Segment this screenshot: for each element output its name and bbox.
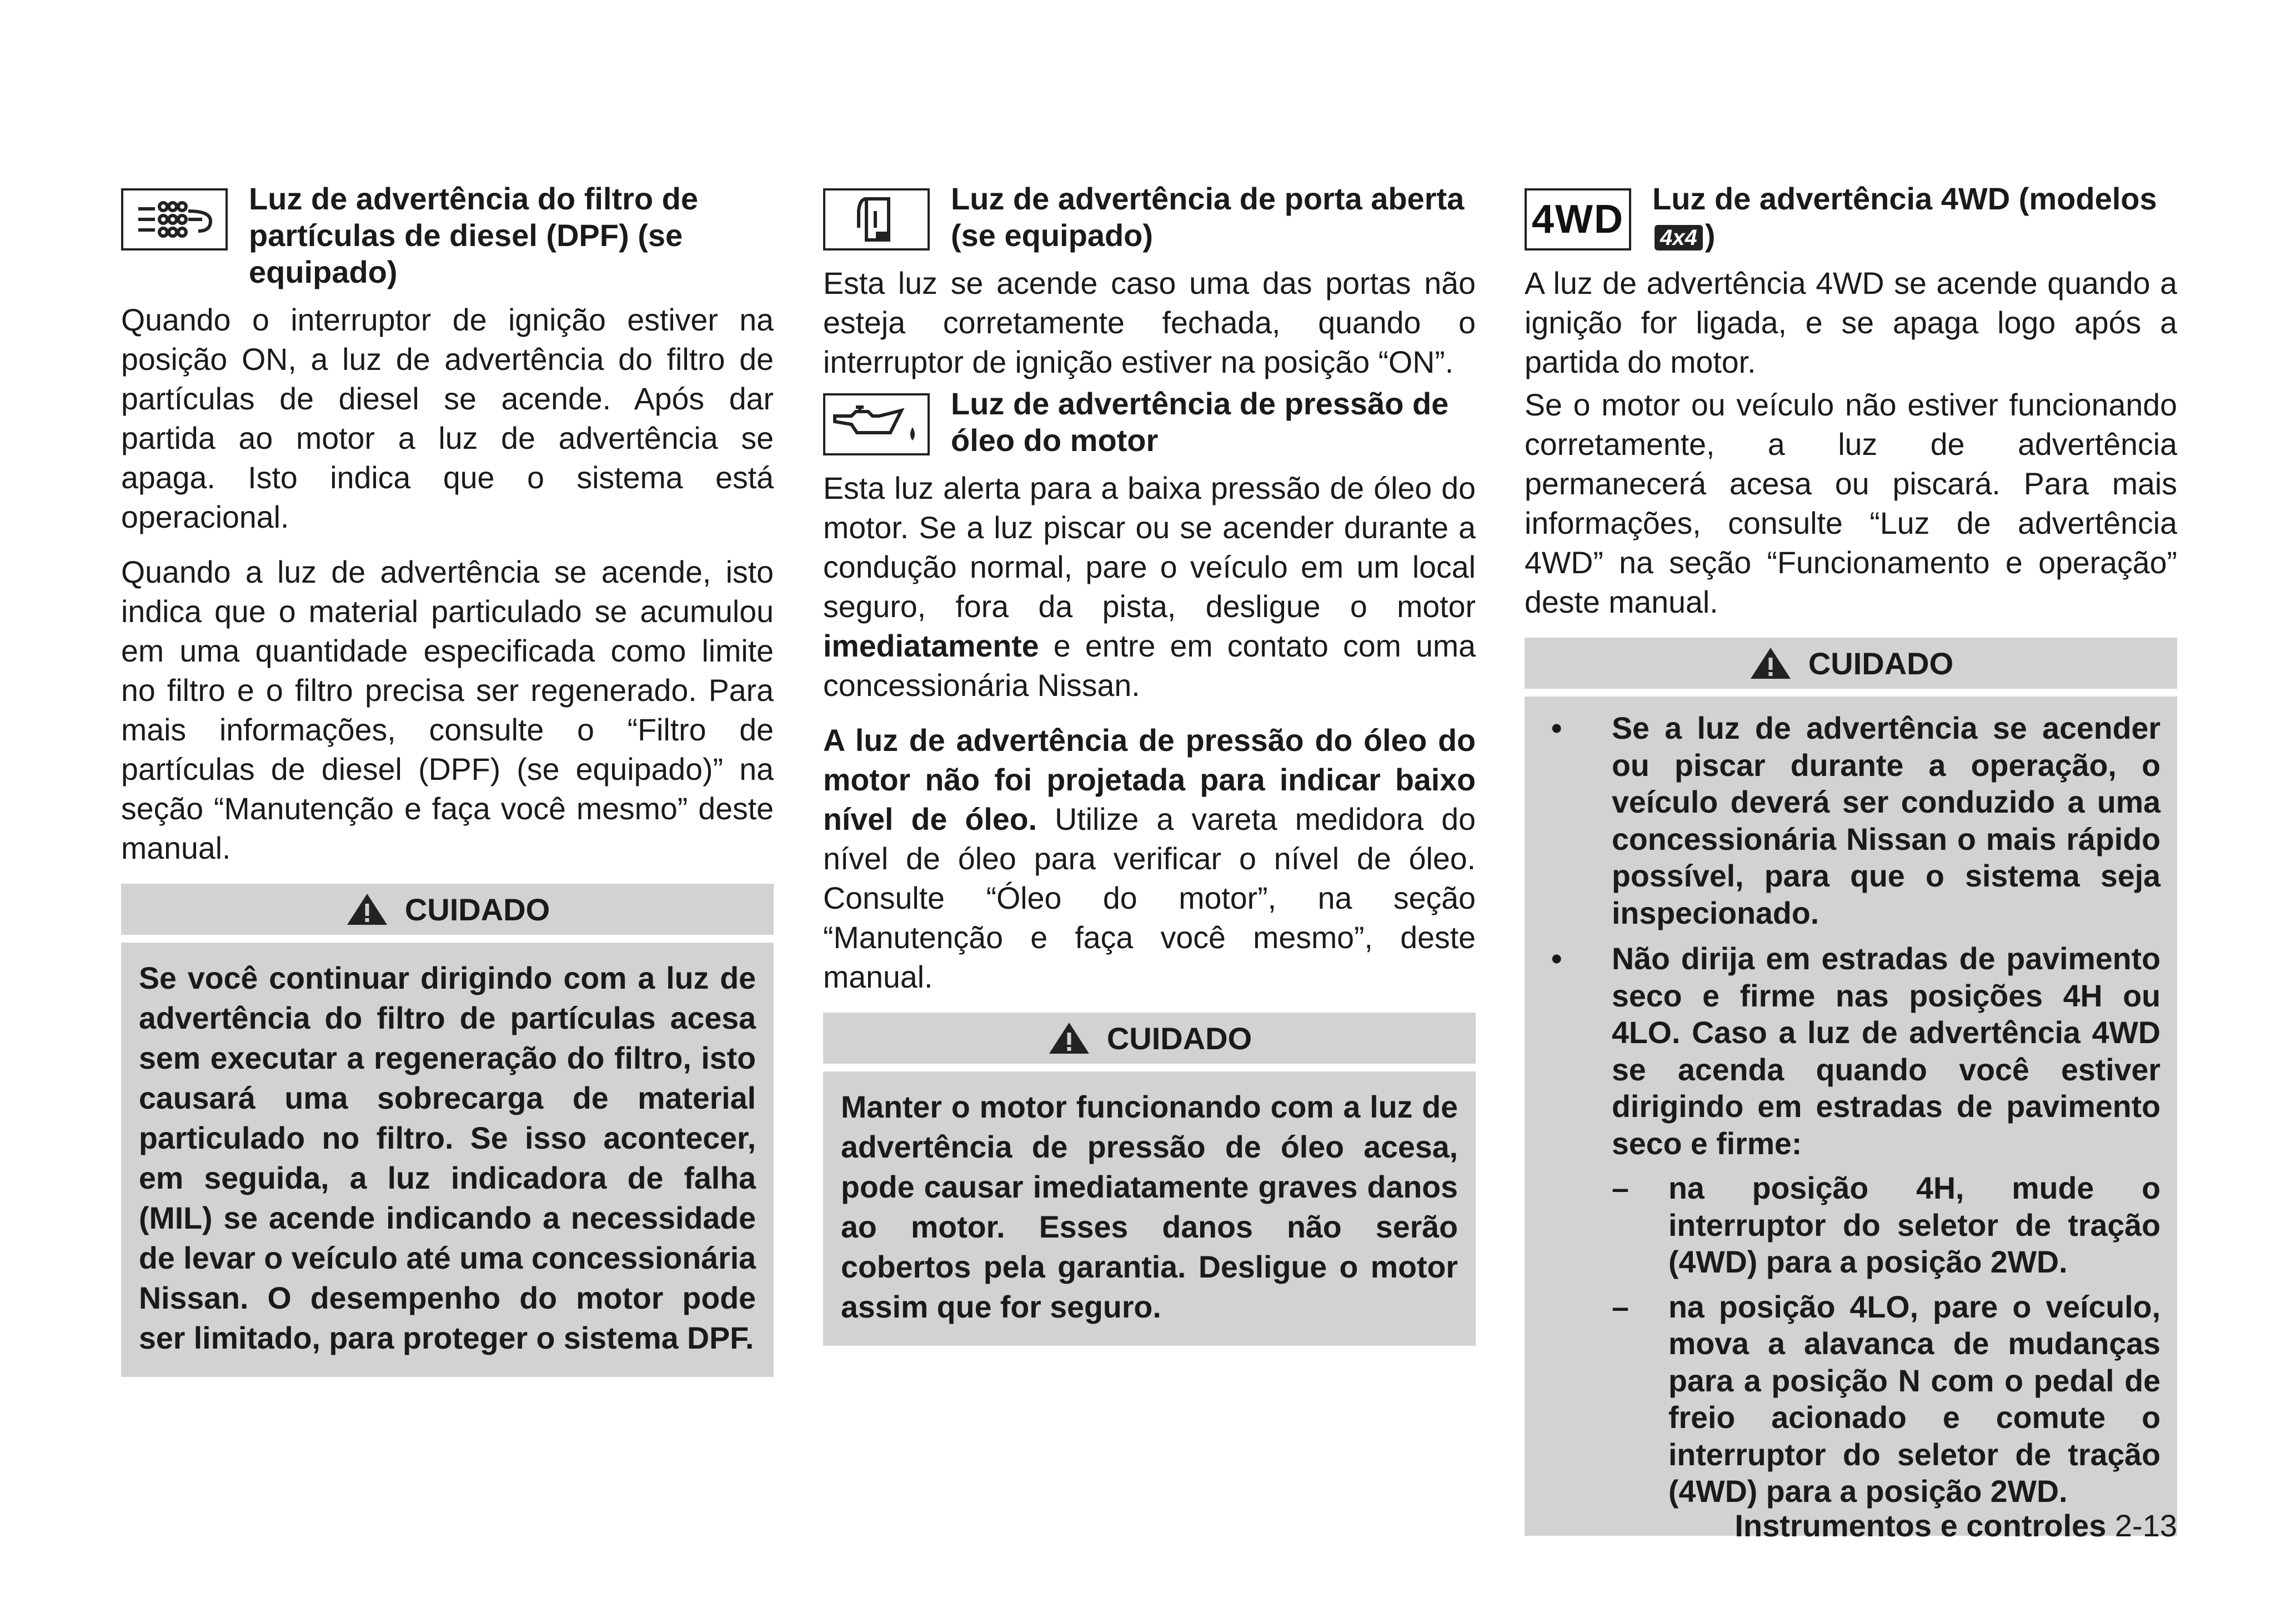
fwd-caution-header [1525, 638, 2177, 689]
fwd-title: Luz de advertência 4WD (modelos 4x4 ) [1652, 181, 2157, 253]
4wd-icon-text: 4WD [1532, 197, 1624, 242]
oil-caution-text: Manter o motor funcionando com a luz de advertência de pressão de óleo acesa, pode causar imediatamente graves danos ao motor. Esses danos não serão cobertos pela garantia. Desligue o motor assim que for seguro. [823, 1071, 1476, 1346]
oil-paragraph: Esta luz alerta para a baixa pressão de óleo do motor. Se a luz piscar ou se acender durante a condução normal, pare o veículo em um local seguro, fora da pista, desligue o motor imediatamente e entre em contato com uma concessionária Nissan. [823, 471, 1476, 703]
dpf-paragraph-2: Quando a luz de advertência se acende, isto indica que o material particulado se acumulou em uma quantidade especificada como limite no filtro e o filtro precisa ser regenerado. Para mais informações, consulte o “Filtro de partículas de diesel (DPF) (se equipado)” na seção “Manutenção e faça você mesmo” deste manual. [121, 555, 774, 865]
footer-section-title: Instrumentos e controles [1734, 1508, 2107, 1543]
caution-label: CUIDADO [1106, 1020, 1252, 1056]
fwd-caution-list [1525, 697, 2177, 1536]
oil-pressure-icon [823, 393, 930, 455]
column-dpf [121, 181, 774, 1377]
warning-triangle-icon [1748, 645, 1793, 681]
fwd-heading [1525, 181, 2177, 254]
dpf-heading [121, 181, 774, 290]
dpf-paragraph-1: Quando o interruptor de ignição estiver na posição ON, a luz de advertência do filtro de partículas de diesel se acende. Após dar partida ao motor a luz de advertência se apaga. Isto indica que o sistema está operacional. [121, 303, 774, 534]
door-heading [823, 181, 1476, 254]
4x4-badge-icon: 4x4 [1655, 225, 1703, 251]
oil-title: Luz de advertência de pressão de óleo do motor [951, 386, 1449, 458]
4wd-warning-icon [1525, 188, 1631, 251]
sub-list-item: – na posição 4H, mude o interruptor do seletor de tração (4WD) para a posição 2WD. [1612, 1171, 2160, 1279]
oil-caution-header [823, 1013, 1476, 1064]
page-footer [1734, 1506, 2177, 1545]
door-open-icon [823, 188, 930, 251]
fwd-paragraph-2: Se o motor ou veículo não estiver funcionando corretamente, a luz de advertência permanecerá acesa ou piscará. Para mais informações, consulte “Luz de advertência 4WD” na seção “Funcionamento e operação” deste manual. [1525, 388, 2177, 619]
oil-note-paragraph: A luz de advertência de pressão do óleo do motor não foi projetada para indicar baixo nível de óleo. Utilize a vareta medidora do nível de óleo para verificar o nível de óleo. Consulte “Óleo do motor”, na seção “Manutenção e faça você mesmo”, deste manual. [823, 723, 1476, 994]
dpf-title: Luz de advertência do filtro de partículas de diesel (DPF) (se equipado) [249, 181, 699, 289]
list-item: • Não dirija em estradas de pavimento seco e firme nas posições 4H ou 4LO. Caso a luz de advertência 4WD se acenda quando você estiver dirigindo em estradas de pavimento seco e firme: – na posição 4H, mude o interruptor do seletor de tração (4WD) para a posição 2WD. – na posição 4LO, pare o veículo, mova a alavanca de mudanças para a posição N com o pedal de freio acionado e comute o interruptor do seletor de tração (4WD) para a posição 2WD. [1541, 940, 2160, 1510]
dpf-caution-text: Se você continuar dirigindo com a luz de advertência do filtro de partículas acesa sem executar a regeneração do filtro, isto causará uma sobrecarga de material particulado no filtro. Se isso acontecer, em seguida, a luz indicadora de falha (MIL) se acende indicando a necessidade de levar o veículo até uma concessionária Nissan. O desempenho do motor pode ser limitado, para proteger o sistema DPF. [121, 943, 774, 1377]
door-paragraph: Esta luz se acende caso uma das portas não esteja corretamente fechada, quando o interruptor de ignição estiver na posição “ON”. [823, 266, 1476, 379]
caution-label: CUIDADO [404, 891, 550, 927]
sub-list-item: – na posição 4LO, pare o veículo, mova a alavanca de mudanças para a posição N com o pedal de freio acionado e comute o interruptor do seletor de tração (4WD) para a posição 2WD. [1612, 1289, 2160, 1509]
warning-triangle-icon [1047, 1020, 1091, 1056]
dpf-warning-icon [121, 188, 228, 251]
column-4wd [1525, 181, 2177, 1536]
column-door-oil [823, 181, 1476, 1346]
door-title: Luz de advertência de porta aberta (se equipado) [951, 181, 1465, 253]
fwd-paragraph-1: A luz de advertência 4WD se acende quando a ignição for ligada, e se apaga logo após a partida do motor. [1525, 266, 2177, 379]
oil-heading [823, 385, 1476, 459]
page-number: 2-13 [2114, 1508, 2177, 1543]
list-item: • Se a luz de advertência se acender ou piscar durante a operação, o veículo deverá ser conduzido a uma concessionária Nissan o mais rápido possível, para que o sistema seja inspecionado. [1551, 711, 2160, 930]
dpf-caution-header [121, 884, 774, 935]
warning-triangle-icon [345, 891, 389, 927]
caution-label: CUIDADO [1808, 645, 1954, 681]
